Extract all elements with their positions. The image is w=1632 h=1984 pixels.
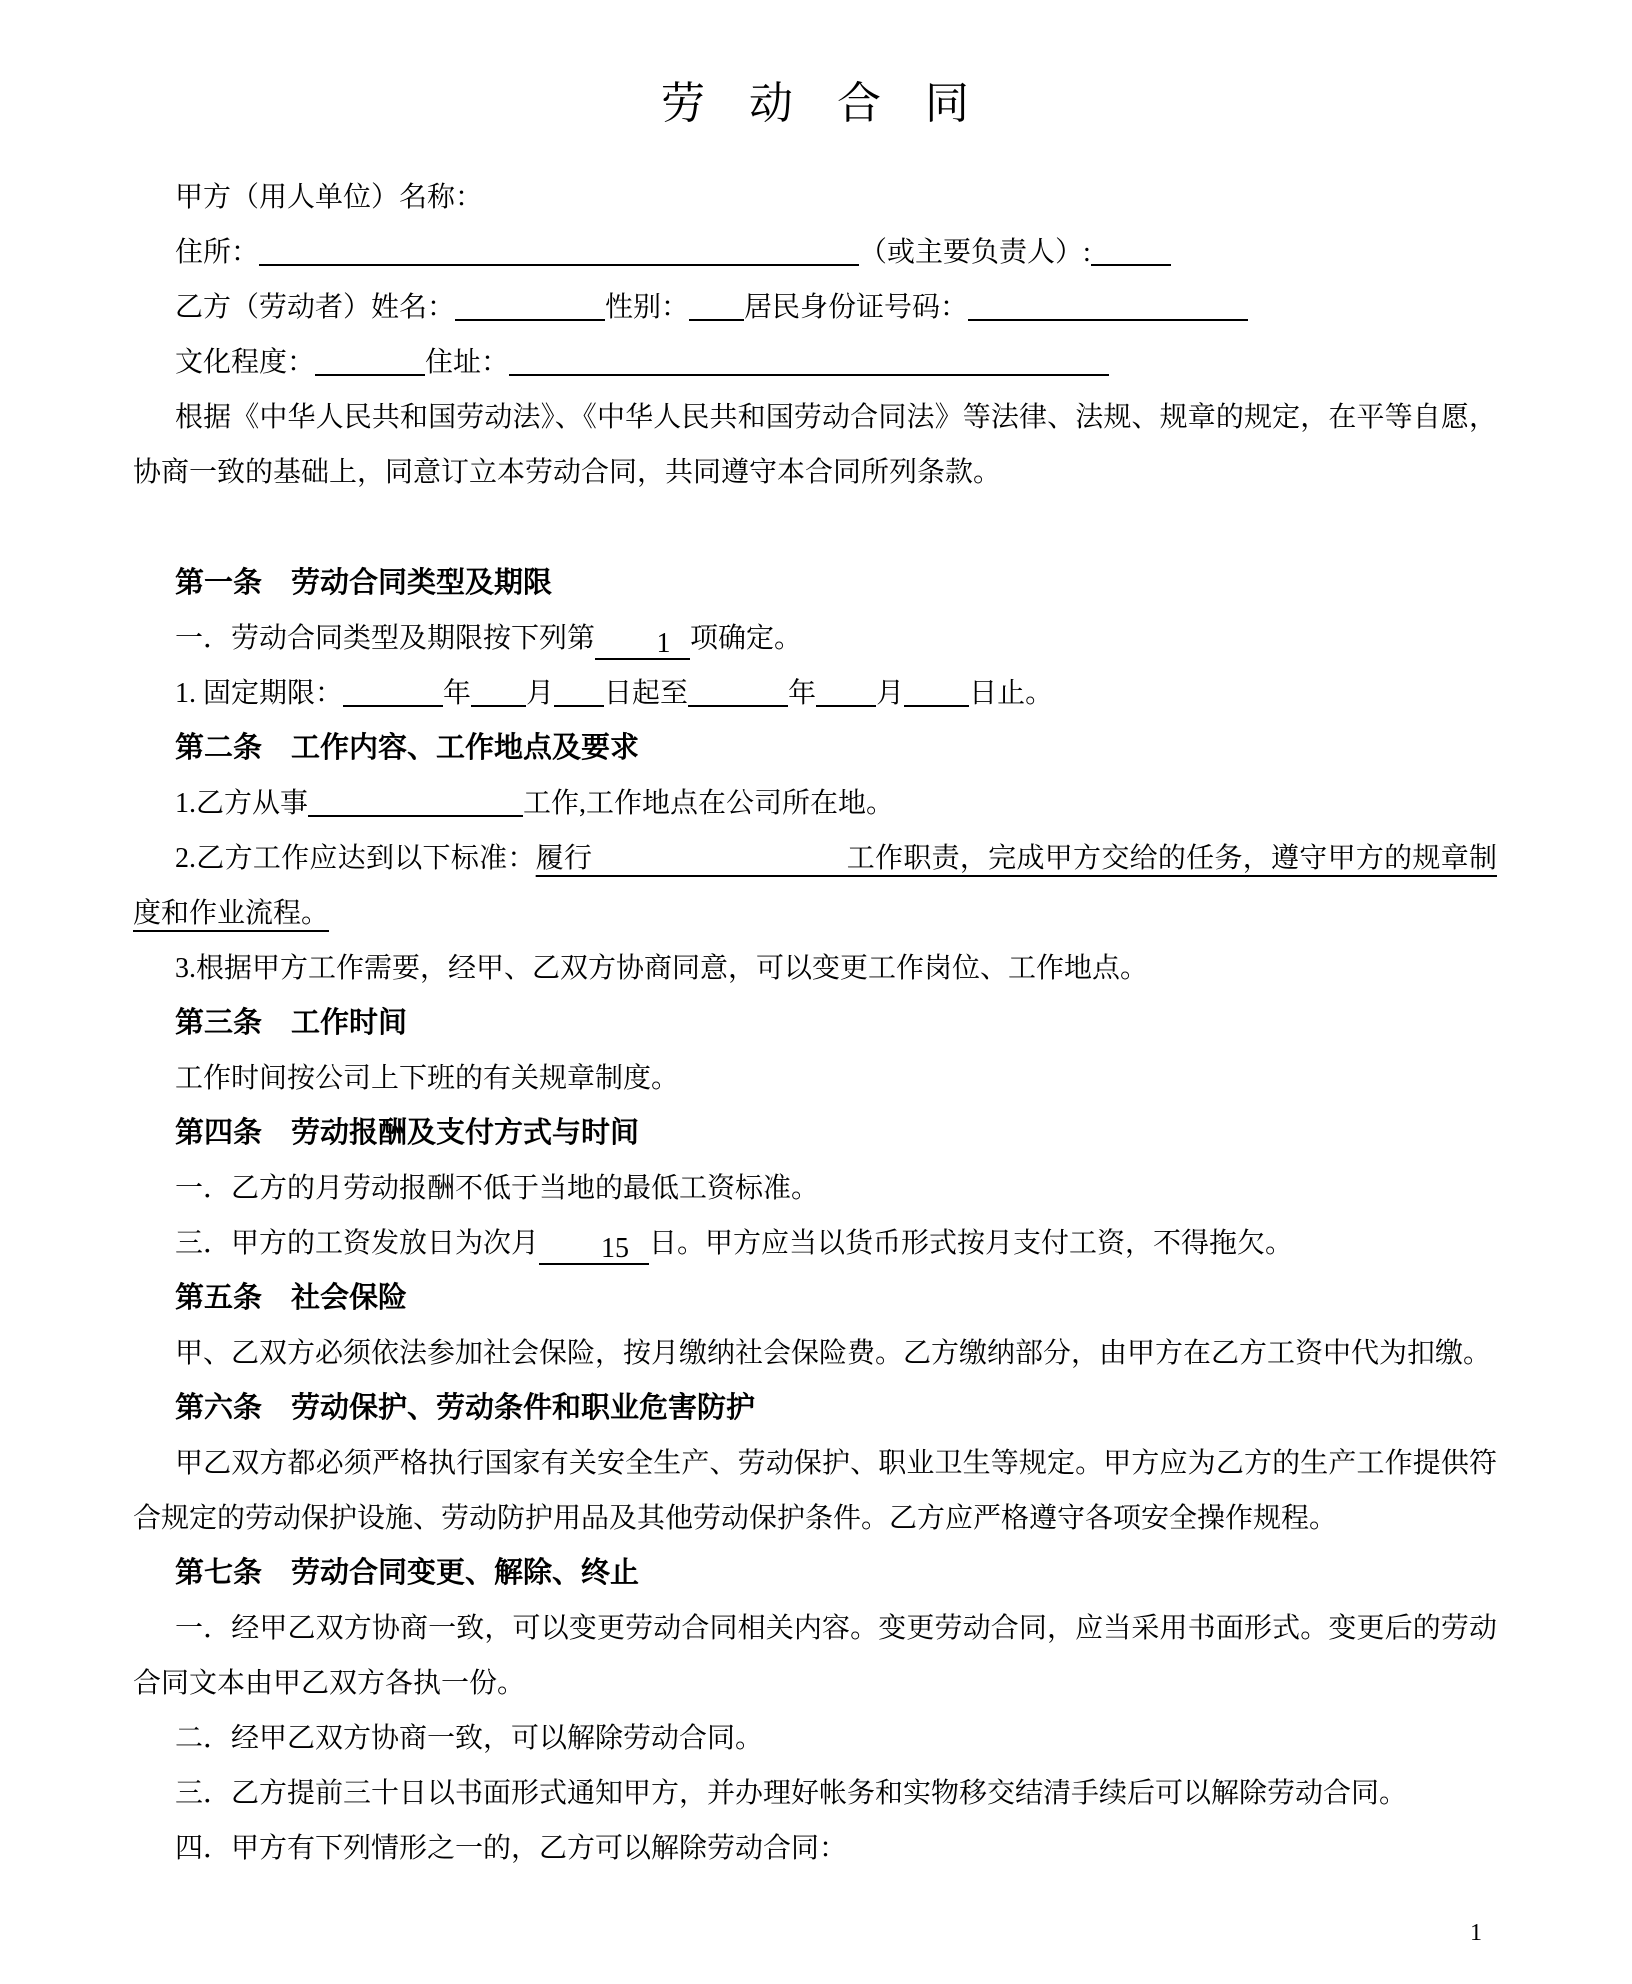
contract-type-option-blank[interactable]: 1 xyxy=(595,628,690,660)
clause-work-change: 3.根据甲方工作需要，经甲、乙双方协商同意，可以变更工作岗位、工作地点。 xyxy=(175,953,1149,984)
section-3-hours xyxy=(133,996,1497,1106)
section-6-heading: 第六条 劳动保护、劳动条件和职业危害防护 xyxy=(175,1392,756,1424)
clause-hours: 工作时间按公司上下班的有关规章制度。 xyxy=(175,1063,680,1094)
section-4-heading: 第四条 劳动报酬及支付方式与时间 xyxy=(175,1117,640,1149)
preamble: 根据《中华人民共和国劳动法》、《中华人民共和国劳动合同法》等法律、法规、规章的规定，在平等自愿，协商一致的基础上，同意订立本劳动合同，共同遵守本合同所列条款。 xyxy=(133,402,1497,488)
end-day-blank[interactable] xyxy=(904,675,969,707)
job-post: 工作,工作地点在公司所在地。 xyxy=(523,788,895,819)
education-line xyxy=(133,335,1497,390)
principal-blank[interactable] xyxy=(1091,234,1171,266)
month1-label: 月 xyxy=(526,678,555,709)
section-7-modification xyxy=(133,1546,1497,1876)
section-5-heading: 第五条 社会保险 xyxy=(175,1282,408,1314)
start-day-blank[interactable] xyxy=(554,675,604,707)
clause-min-wage: 一．乙方的月劳动报酬不低于当地的最低工资标准。 xyxy=(175,1173,820,1204)
employee-line xyxy=(133,280,1497,335)
clause-protection: 甲乙双方都必须严格执行国家有关安全生产、劳动保护、职业卫生等规定。甲方应为乙方的生产工作提供符合规定的劳动保护设施、劳动防护用品及其他劳动保护条件。乙方应严格遵守各项安全操作规程。 xyxy=(133,1448,1497,1534)
home-address-blank[interactable] xyxy=(509,344,1109,376)
start-year-blank[interactable] xyxy=(343,675,443,707)
employer-name-label: 甲方（用人单位）名称： xyxy=(175,182,484,213)
clause-work-standard xyxy=(133,831,1497,941)
document-title: 劳 动 合 同 xyxy=(661,79,969,128)
id-number-blank[interactable] xyxy=(968,289,1248,321)
section-1-term xyxy=(133,556,1497,721)
section-2-work xyxy=(133,721,1497,996)
employee-name-blank[interactable] xyxy=(455,289,605,321)
education-label: 文化程度： xyxy=(175,347,316,378)
clause-mutual-termination: 二．经甲乙双方协商一致，可以解除劳动合同。 xyxy=(175,1723,764,1754)
term-type-post: 项确定。 xyxy=(690,623,803,654)
section-3-heading: 第三条 工作时间 xyxy=(175,1007,408,1039)
duty-fill-run[interactable]: 履行 工作职责，完成甲方交给的任务，遵守甲方的规章制度和作业流程。 xyxy=(133,843,1497,929)
pay-day-post: 日。甲方应当以货币形式按月支付工资，不得拖欠。 xyxy=(649,1228,1294,1259)
id-number-label: 居民身份证号码： xyxy=(744,292,969,323)
year1-label: 年 xyxy=(443,678,472,709)
work-standard-pre: 2.乙方工作应达到以下标准： xyxy=(175,843,536,874)
fixed-term-label: 1. 固定期限： xyxy=(175,678,344,709)
job-title-blank[interactable] xyxy=(308,785,523,817)
end-month-blank[interactable] xyxy=(816,675,876,707)
employee-name-label: 乙方（劳动者）姓名： xyxy=(175,292,456,323)
address-label: 住所： xyxy=(175,237,260,268)
home-address-label: 住址： xyxy=(425,347,510,378)
month2-label: 月 xyxy=(876,678,905,709)
start-month-blank[interactable] xyxy=(471,675,526,707)
clause-modify: 一．经甲乙双方协商一致，可以变更劳动合同相关内容。变更劳动合同，应当采用书面形式。变更后的劳动合同文本由甲乙双方各执一份。 xyxy=(133,1613,1497,1699)
year2-label: 年 xyxy=(788,678,817,709)
section-2-heading: 第二条 工作内容、工作地点及要求 xyxy=(175,732,640,764)
section-5-insurance xyxy=(133,1271,1497,1381)
clause-employee-notice: 三．乙方提前三十日以书面形式通知甲方，并办理好帐务和实物移交结清手续后可以解除劳动合同。 xyxy=(175,1778,1408,1809)
clause-fixed-term xyxy=(133,666,1497,721)
clause-pay-day xyxy=(133,1216,1497,1271)
address-line xyxy=(133,225,1497,280)
address-blank[interactable] xyxy=(259,234,859,266)
end-year-blank[interactable] xyxy=(688,675,788,707)
employer-name-line xyxy=(133,170,1497,225)
clause-employee-termination: 四．甲方有下列情形之一的，乙方可以解除劳动合同： xyxy=(175,1833,848,1864)
clause-term-type xyxy=(133,611,1497,666)
gender-label: 性别： xyxy=(605,292,690,323)
section-1-heading: 第一条 劳动合同类型及期限 xyxy=(175,567,553,599)
gender-blank[interactable] xyxy=(689,289,744,321)
page-number: 1 xyxy=(1470,1920,1482,1946)
section-4-pay xyxy=(133,1106,1497,1271)
principal-label: （或主要负责人）: xyxy=(859,237,1091,268)
term-end-label: 日止。 xyxy=(969,678,1054,709)
clause-job xyxy=(133,776,1497,831)
job-pre: 1.乙方从事 xyxy=(175,788,309,819)
pay-day-pre: 三．甲方的工资发放日为次月 xyxy=(175,1228,540,1259)
section-6-protection xyxy=(133,1381,1497,1546)
section-7-heading: 第七条 劳动合同变更、解除、终止 xyxy=(175,1557,640,1589)
clause-insurance: 甲、乙双方必须依法参加社会保险，按月缴纳社会保险费。乙方缴纳部分，由甲方在乙方工资中代为扣缴。 xyxy=(175,1338,1492,1369)
term-type-pre: 一．劳动合同类型及期限按下列第 xyxy=(175,623,596,654)
term-mid-label: 日起至 xyxy=(604,678,689,709)
education-blank[interactable] xyxy=(315,344,425,376)
pay-day-blank[interactable]: 15 xyxy=(539,1233,649,1265)
